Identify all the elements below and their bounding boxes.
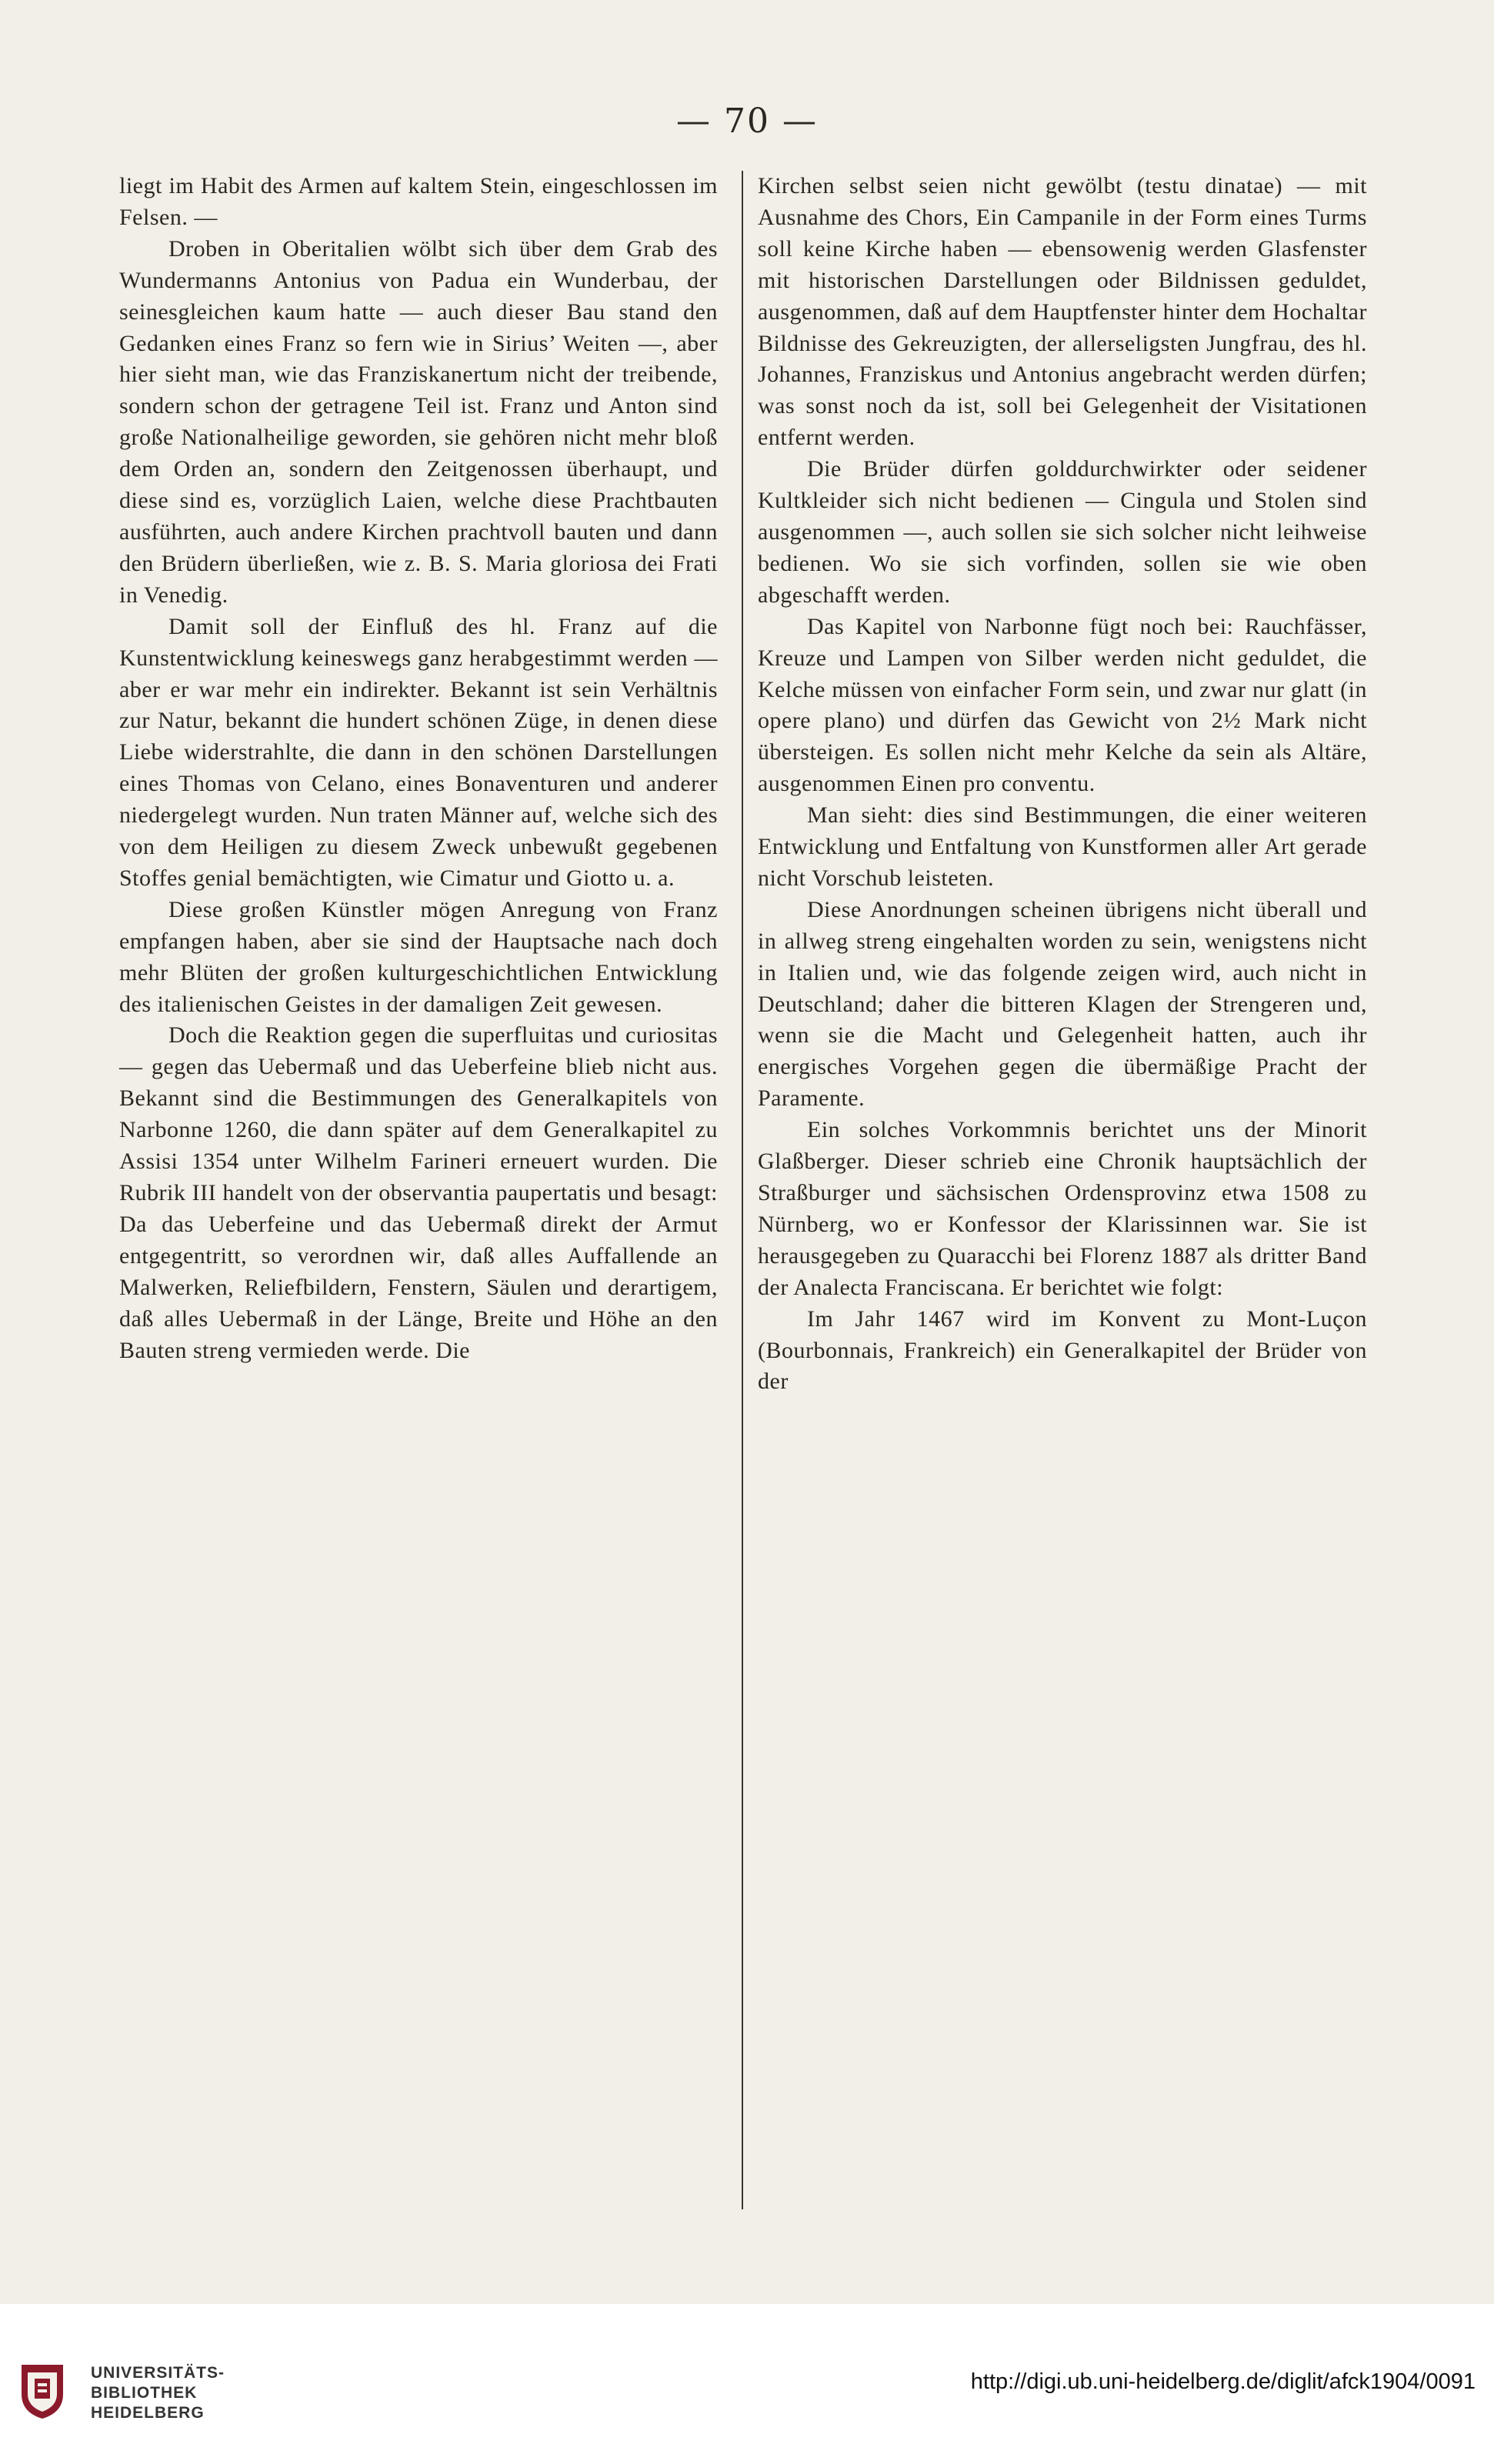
paragraph: Ein solches Vorkommnis berichtet uns der Minorit Glaßberger. Dieser schrieb eine Chronik hauptsächlich der Straßburger und sächsischen Ordensprovinz etwa 1508 zu Nürnberg, wo er Konfessor der Klarissinnen war. Sie ist herausgegeben zu Quaracchi bei Florenz 1887 als dritter Band der Analecta Franciscana. Er berichtet wie folgt: <box>758 1117 1367 1300</box>
paragraph: Doch die Reaktion gegen die superfluitas und curiositas — gegen das Uebermaß und das Ueberfeine blieb nicht aus. Bekannt sind die Bestimmungen des Generalkapitels von Narbonne 1260, die dann später auf dem Generalkapitel zu Assisi 1354 unter Wilhelm Farineri erneuert wurden. Die Rubrik III handelt von der observantia paupertatis und besagt: Da das Ueberfeine und das Uebermaß direkt der Armut entgegentritt, so verordnen wir, daß alles Auffallende an Malwerken, Reliefbildern, Fenstern, Säulen und derartigem, daß alles Uebermaß in der Länge, Breite und Höhe an den Bauten streng vermieden werde. Die <box>119 1022 718 1363</box>
paragraph: Man sieht: dies sind Bestimmungen, die einer weiteren Entwicklung und Entfaltung von Kunstformen aller Art gerade nicht Vorschub leisteten. <box>758 802 1367 891</box>
right-text-column <box>758 171 1367 1398</box>
paragraph: Diese großen Künstler mögen Anregung von Franz empfangen haben, aber sie sind der Hauptsache nach doch mehr Blüten der großen kulturgeschichtlichen Entwicklung des italienischen Geistes in der damaligen Zeit gewesen. <box>119 896 718 1017</box>
page-number: — 70 — <box>676 102 818 141</box>
library-name-line: UNIVERSITÄTS- <box>91 2364 225 2382</box>
paragraph: Das Kapitel von Narbonne fügt noch bei: Rauchfässer, Kreuze und Lampen von Silber werden nicht geduldet, die Kelche müssen von einfacher Form sein, und zwar nur glatt (in opere plano) und dürfen das Gewicht von 2½ Mark nicht übersteigen. Es sollen nicht mehr Kelche da sein als Altäre, ausgenommen Einen pro conventu. <box>758 613 1367 797</box>
paragraph: Diese Anordnungen scheinen übrigens nicht überall und in allweg streng eingehalten worden zu sein, wenigstens nicht in Italien und, wie das folgende zeigen wird, auch nicht in Deutschland; daher die bitteren Klagen der Strengeren und, wenn sie die Macht und Gelegenheit hatten, auch ihr energisches Vorgehen gegen die übermäßige Pracht der Paramente. <box>758 896 1367 1112</box>
university-seal-icon[interactable] <box>17 2360 68 2422</box>
paragraph: Die Brüder dürfen golddurchwirkter oder seidener Kultkleider sich nicht bedienen — Cingula und Stolen sind ausgenommen —, auch sollen sie sich solcher nicht leihweise bedienen. Wo sie sich vorfinden, sollen sie wie oben abgeschafft werden. <box>758 456 1367 608</box>
library-name <box>91 2363 225 2423</box>
paragraph: liegt im Habit des Armen auf kaltem Stein, eingeschlossen im Felsen. — <box>119 173 718 230</box>
library-name-line: HEIDELBERG <box>91 2404 205 2422</box>
paragraph: Kirchen selbst seien nicht gewölbt (testu dinatae) — mit Ausnahme des Chors, Ein Campanile in der Form eines Turms soll keine Kirche haben — ebensowenig werden Glasfenster mit historischen Darstellungen oder Bildnissen geduldet, ausgenommen, daß auf dem Hauptfenster hinter dem Hochaltar Bildnisse des Gekreuzigten, der allerseligsten Jungfrau, des hl. Johannes, Franziskus und Antonius angebracht werden dürfen; was sonst noch da ist, soll bei Gelegenheit der Visitationen entfernt werden. <box>758 173 1367 451</box>
column-divider <box>742 171 743 2209</box>
paragraph: Im Jahr 1467 wird im Konvent zu Mont-Luçon (Bourbonnais, Frankreich) ein Generalkapitel der Brüder von der <box>758 1305 1367 1395</box>
library-name-line: BIBLIOTHEK <box>91 2384 198 2402</box>
left-text-column <box>119 171 718 1366</box>
paragraph: Damit soll der Einfluß des hl. Franz auf die Kunstentwicklung keineswegs ganz herabgestimmt werden — aber er war mehr ein indirekter. Bekannt ist sein Verhältnis zur Natur, bekannt die hundert schönen Züge, in denen diese Liebe widerstrahlte, die dann in den schönen Darstellungen eines Thomas von Celano, eines Bonaventuren und anderer niedergelegt wurden. Nun traten Männer auf, welche sich des von dem Heiligen zu diesem Zweck unbewußt gegebenen Stoffes genial bemächtigten, wie Cimatur und Giotto u. a. <box>119 613 718 891</box>
source-url-link[interactable]: http://digi.ub.uni-heidelberg.de/diglit/afck1904/0091 <box>970 2369 1476 2394</box>
paragraph: Droben in Oberitalien wölbt sich über dem Grab des Wundermanns Antonius von Padua ein Wunderbau, der seinesgleichen kaum hatte — auch dieser Bau stand den Gedanken eines Franz so fern wie in Sirius’ Weiten —, aber hier sieht man, wie das Franziskanertum nicht der treibende, sondern schon der getragene Teil ist. Franz und Anton sind große Nationalheilige geworden, sie gehören nicht mehr bloß dem Orden an, sondern den Zeitgenossen überhaupt, und diese sind es, vorzüglich Laien, welche diese Prachtbauten ausführten, auch andere Kirchen prachtvoll bauten und dann den Brüdern überließen, wie z. B. S. Maria gloriosa dei Frati in Venedig. <box>119 235 718 608</box>
